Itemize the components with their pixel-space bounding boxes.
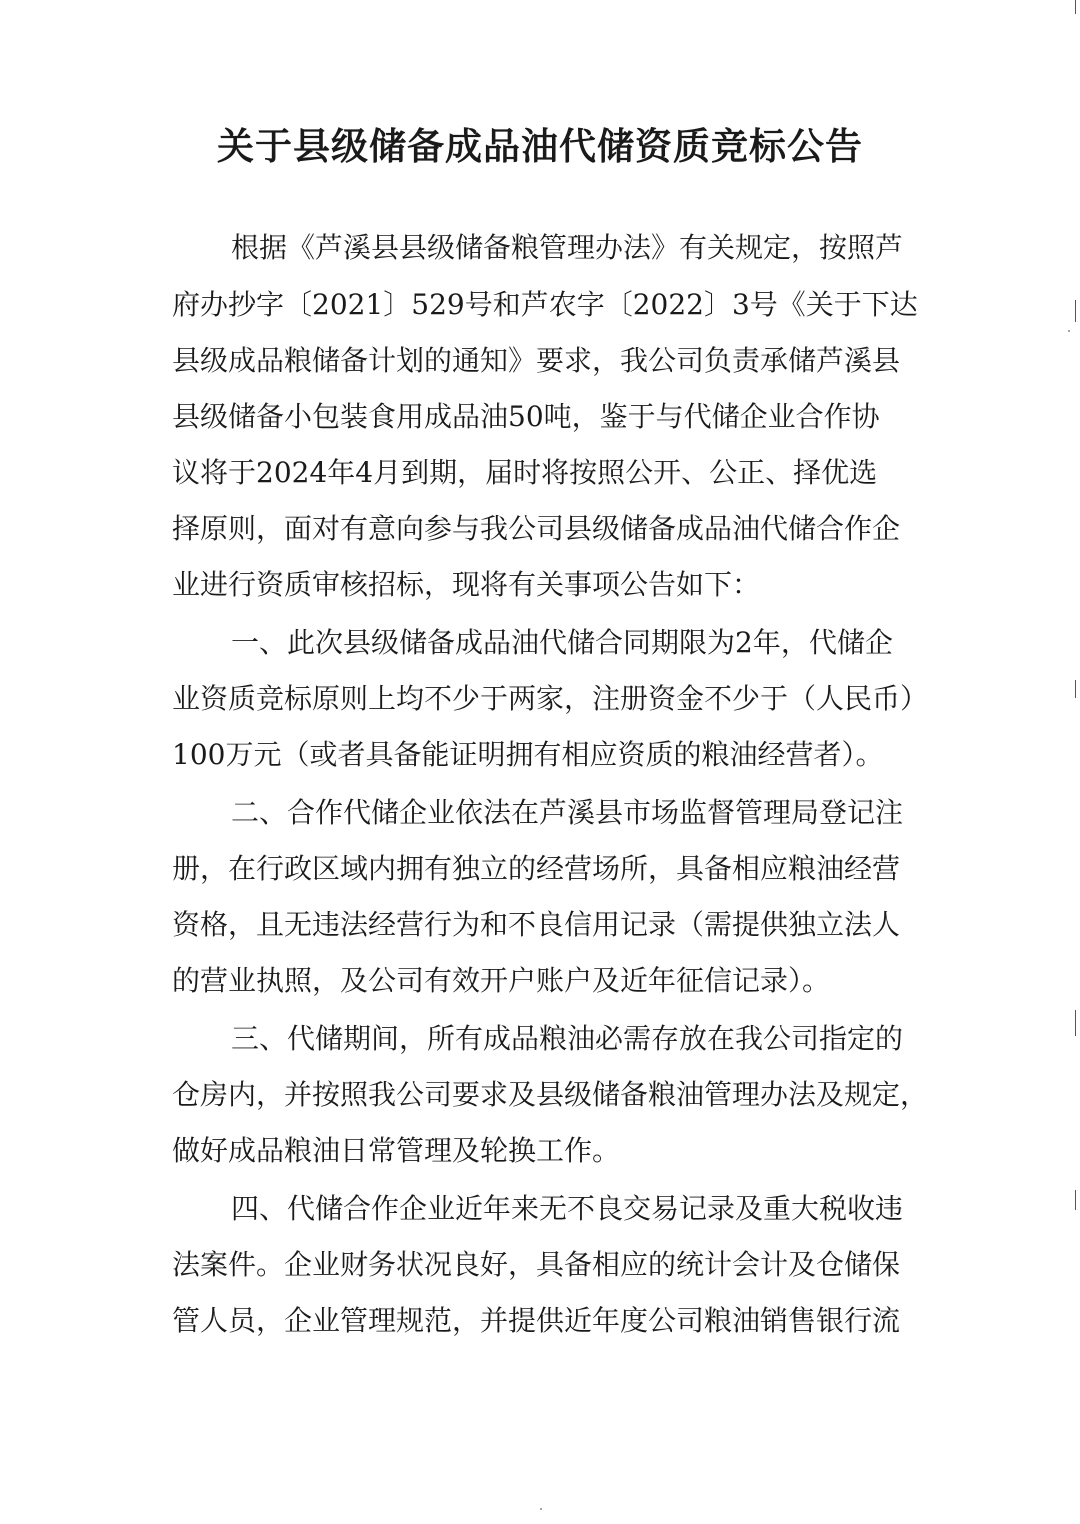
paragraph-line: 资格，且无违法经营行为和不良信用记录（需提供独立法人 [172,908,901,941]
scan-speck [1068,330,1070,332]
paragraph-line: 做好成品粮油日常管理及轮换工作。 [172,1134,621,1167]
paragraph-line: 的营业执照，及公司有效开户账户及近年征信记录）。 [172,964,831,997]
paragraph-line: 县级成品粮储备计划的通知》要求，我公司负责承储芦溪县 [172,344,901,377]
paragraph-line: 二、合作代储企业依法在芦溪县市场监督管理局登记注 [231,796,904,829]
paragraph-line: 县级储备小包装食用成品油50吨，鉴于与代储企业合作协 [172,400,880,433]
paragraph-line: 100万元（或者具备能证明拥有相应资质的粮油经营者）。 [172,738,884,771]
paragraph-line: 管人员，企业管理规范，并提供近年度公司粮油销售银行流 [172,1304,901,1337]
scan-speck [540,1508,542,1510]
scan-edge-mark [1075,1190,1076,1210]
paragraph-line: 业进行资质审核招标，现将有关事项公告如下： [172,568,761,601]
document-title: 关于县级储备成品油代储资质竞标公告 [217,125,863,168]
scan-edge-mark [1075,300,1076,322]
paragraph-line: 一、此次县级储备成品油代储合同期限为2年，代储企 [231,626,893,659]
paragraph-line: 业资质竞标原则上均不少于两家，注册资金不少于（人民币） [172,682,929,715]
paragraph-line: 府办抄字〔2021〕529号和芦农字〔2022〕3号《关于下达 [172,288,918,321]
paragraph-line: 法案件。企业财务状况良好，具备相应的统计会计及仓储保 [172,1248,901,1281]
paragraph-line: 三、代储期间，所有成品粮油必需存放在我公司指定的 [231,1022,904,1055]
scan-edge-mark [1075,0,1076,14]
scan-edge-mark [1075,1010,1076,1036]
scan-edge-mark [1075,680,1076,698]
paragraph-line: 仓房内，并按照我公司要求及县级储备粮油管理办法及规定， [172,1078,929,1111]
paragraph-line: 择原则，面对有意向参与我公司县级储备成品油代储合作企 [172,512,901,545]
paragraph-line: 根据《芦溪县县级储备粮管理办法》有关规定，按照芦 [231,231,904,264]
paragraph-line: 四、代储合作企业近年来无不良交易记录及重大税收违 [231,1192,904,1225]
paragraph-line: 册，在行政区域内拥有独立的经营场所，具备相应粮油经营 [172,852,901,885]
paragraph-line: 议将于2024年4月到期，届时将按照公开、公正、择优选 [172,456,878,489]
